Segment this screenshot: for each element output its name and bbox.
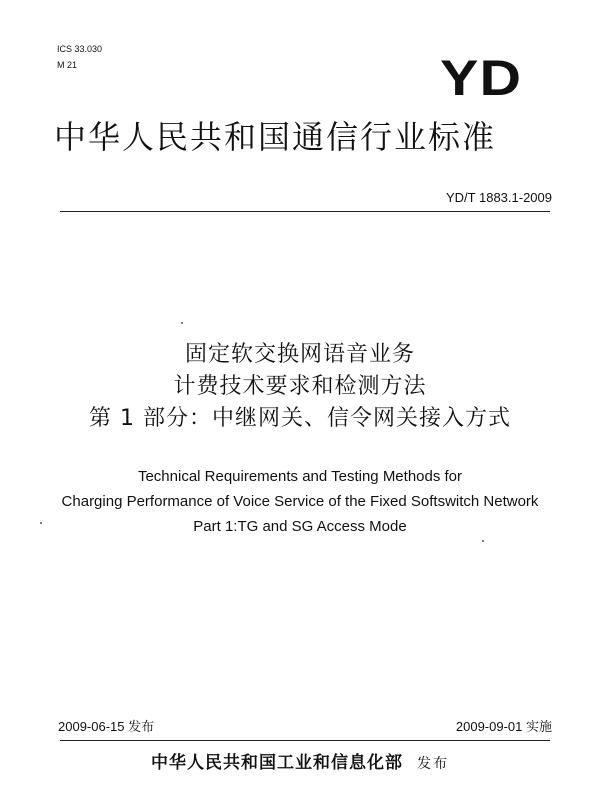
chinese-title bbox=[0, 340, 600, 434]
ics-code: ICS 33.030 bbox=[57, 44, 103, 54]
implement-date: 2009-09-01 实施 bbox=[455, 719, 552, 734]
issuer bbox=[0, 752, 600, 775]
standard-number: YD/T 1883.1-2009 bbox=[446, 190, 552, 205]
english-title-line-2: Charging Performance of Voice Service of the Fixed Softswitch Network bbox=[61, 493, 539, 510]
scan-speck bbox=[181, 322, 183, 324]
bottom-divider bbox=[60, 740, 550, 741]
issuer-suffix: 发布 bbox=[417, 756, 449, 772]
issuer-name: 中华人民共和国工业和信息化部 bbox=[151, 753, 403, 773]
yd-logo: YD bbox=[440, 50, 523, 106]
chinese-title-line-1: 固定软交换网语音业务 bbox=[184, 342, 415, 367]
english-title-line-3: Part 1:TG and SG Access Mode bbox=[193, 518, 407, 535]
publish-date: 2009-06-15 发布 bbox=[58, 719, 155, 734]
chinese-title-line-3: 第 1 部分：中继网关、信令网关接入方式 bbox=[89, 406, 511, 431]
english-title-line-1: Technical Requirements and Testing Methods for bbox=[137, 468, 463, 485]
ccs-code: M 21 bbox=[57, 60, 78, 70]
chinese-title-line-2: 计费技术要求和检测方法 bbox=[173, 374, 427, 399]
scan-speck bbox=[40, 522, 42, 524]
scan-speck bbox=[482, 540, 484, 542]
english-title bbox=[0, 464, 600, 539]
top-divider bbox=[60, 211, 550, 212]
standard-title: 中华人民共和国通信行业标准 bbox=[54, 118, 497, 156]
